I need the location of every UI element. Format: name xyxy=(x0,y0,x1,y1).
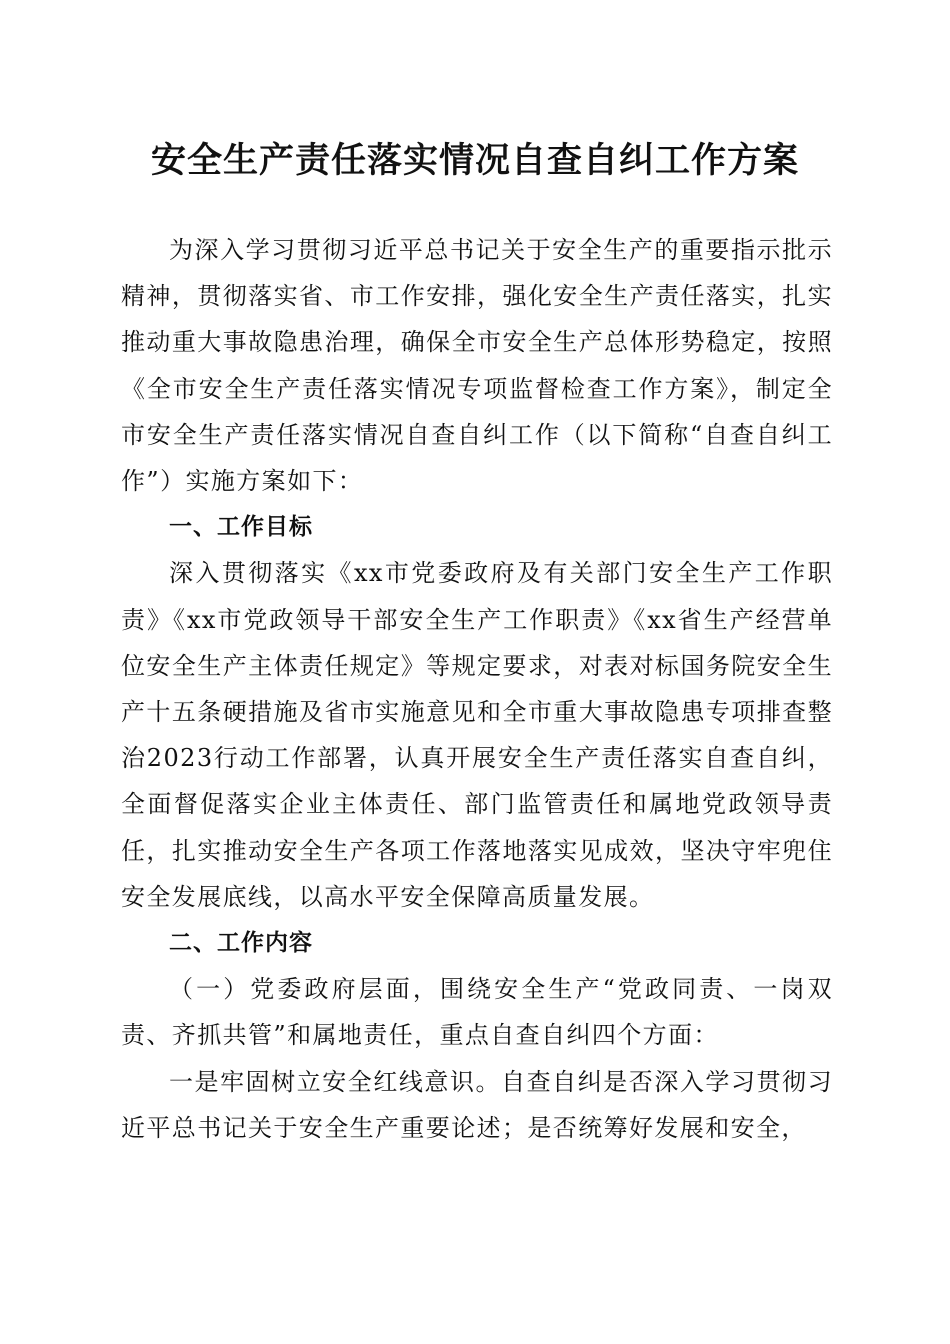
document-body xyxy=(121,227,833,1151)
goals-paragraph: 深入贯彻落实《xx市党委政府及有关部门安全生产工作职责》《xx市党政领导干部安全生产工作职责》《xx省生产经营单位安全生产主体责任规定》等规定要求，对表对标国务院安全生产十五条硬措施及省市实施意见和全市重大事故隐患专项排查整治2023行动工作部署，认真开展安全生产责任落实自查自纠，全面督促落实企业主体责任、部门监管责任和属地党政领导责任，扎实推动安全生产各项工作落地落实见成效，坚决守牢兜住安全发展底线，以高水平安全保障高质量发展。 xyxy=(121,559,833,911)
content-item-paragraph: （一）党委政府层面，围绕安全生产“党政同责、一岗双责、齐抓共管”和属地责任，重点自查自纠四个方面： xyxy=(121,975,833,1050)
section-heading-goals: 一、工作目标 xyxy=(169,514,313,541)
document-title: 安全生产责任落实情况自查自纠工作方案 xyxy=(150,140,799,181)
section-heading-content: 二、工作内容 xyxy=(169,930,313,957)
content-point-paragraph: 一是牢固树立安全红线意识。自查自纠是否深入学习贯彻习近平总书记关于安全生产重要论述；是否统筹好发展和安全， xyxy=(121,1067,833,1142)
intro-paragraph: 为深入学习贯彻习近平总书记关于安全生产的重要指示批示精神，贯彻落实省、市工作安排，强化安全生产责任落实，扎实推动重大事故隐患治理，确保全市安全生产总体形势稳定，按照《全市安全生产责任落实情况专项监督检查工作方案》，制定全市安全生产责任落实情况自查自纠工作（以下简称“自查自纠工作”）实施方案如下： xyxy=(121,236,833,496)
